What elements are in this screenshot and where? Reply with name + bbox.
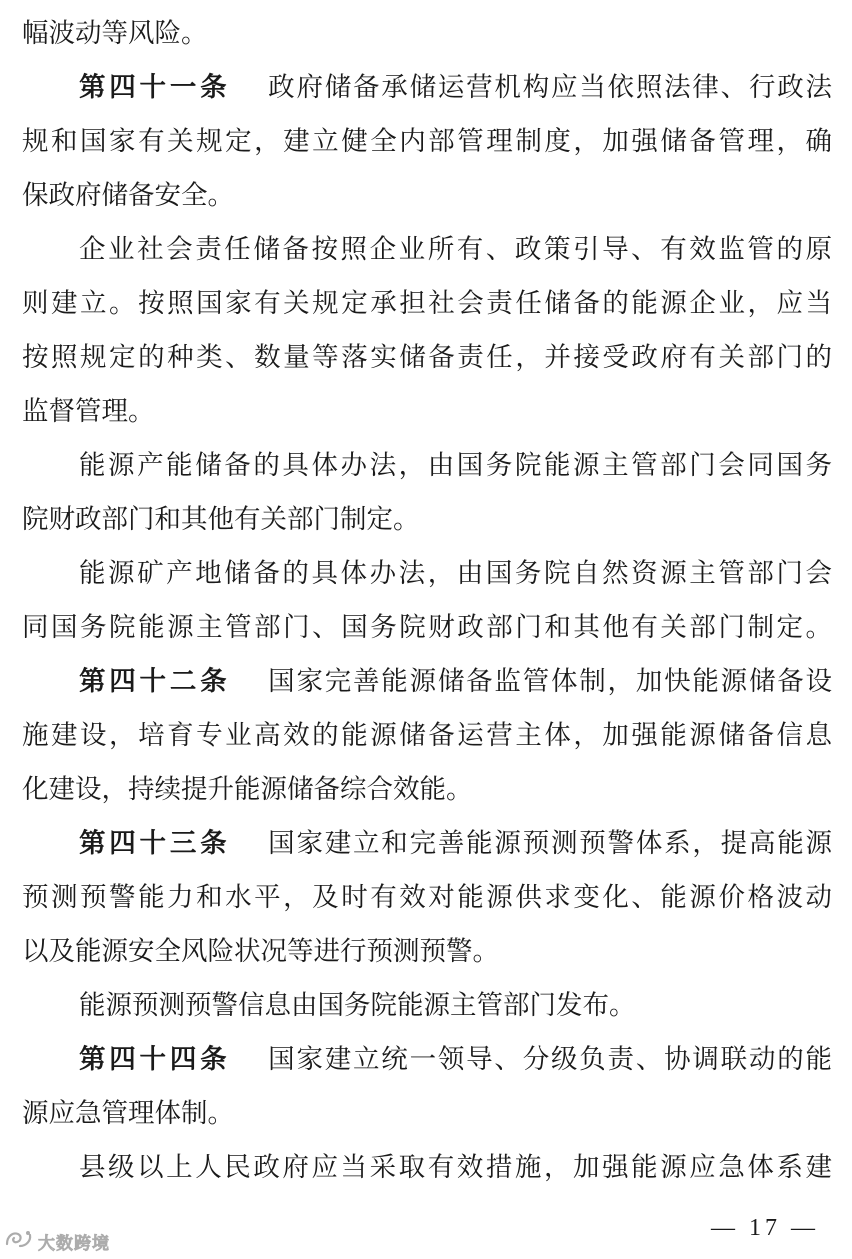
text-line: 同国务院能源主管部门、国务院财政部门和其他有关部门制定。: [22, 612, 832, 643]
text-line: 监督管理。: [22, 396, 155, 427]
text-line: 规和国家有关规定，建立健全内部管理制度，加强储备管理，确: [22, 126, 832, 157]
article-43-heading-line: 第四十三条 国家建立和完善能源预测预警体系，提高能源: [79, 828, 832, 859]
text-line: 则建立。按照国家有关规定承担社会责任储备的能源企业，应当: [22, 288, 832, 319]
watermark-logo-icon: [4, 1228, 34, 1254]
text-line: 能源矿产地储备的具体办法，由国务院自然资源主管部门会: [79, 558, 832, 589]
article-heading: 第四十四条: [79, 1044, 231, 1075]
watermark: [4, 1228, 110, 1254]
text-line: 幅波动等风险。: [22, 18, 208, 49]
text-line: 化建设，持续提升能源储备综合效能。: [22, 774, 473, 805]
text-line: 预测预警能力和水平，及时有效对能源供求变化、能源价格波动: [22, 882, 832, 913]
text-line: 按照规定的种类、数量等落实储备责任，并接受政府有关部门的: [22, 342, 832, 373]
article-heading: 第四十一条: [79, 72, 231, 103]
text-line: 源应急管理体制。: [22, 1098, 234, 1129]
article-heading: 第四十三条: [79, 828, 231, 859]
text-line: 院财政部门和其他有关部门制定。: [22, 504, 420, 535]
text-line: 能源预测预警信息由国务院能源主管部门发布。: [79, 990, 636, 1021]
text-line: 以及能源安全风险状况等进行预测预警。: [22, 936, 499, 967]
page-number: — 17 —: [711, 1215, 819, 1241]
text-line: 能源产能储备的具体办法，由国务院能源主管部门会同国务: [79, 450, 832, 481]
article-44-heading-line: 第四十四条 国家建立统一领导、分级负责、协调联动的能: [79, 1044, 832, 1075]
text-line: 县级以上人民政府应当采取有效措施，加强能源应急体系建: [79, 1152, 832, 1183]
article-41-heading-line: 第四十一条 政府储备承储运营机构应当依照法律、行政法: [79, 72, 832, 103]
article-heading: 第四十二条: [79, 666, 231, 697]
text-line: 保政府储备安全。: [22, 180, 234, 211]
text-line: 施建设，培育专业高效的能源储备运营主体，加强能源储备信息: [22, 720, 832, 751]
text-line: 企业社会责任储备按照企业所有、政策引导、有效监管的原: [79, 234, 832, 265]
article-42-heading-line: 第四十二条 国家完善能源储备监管体制，加快能源储备设: [79, 666, 832, 697]
watermark-text: 大数跨境: [38, 1233, 110, 1254]
